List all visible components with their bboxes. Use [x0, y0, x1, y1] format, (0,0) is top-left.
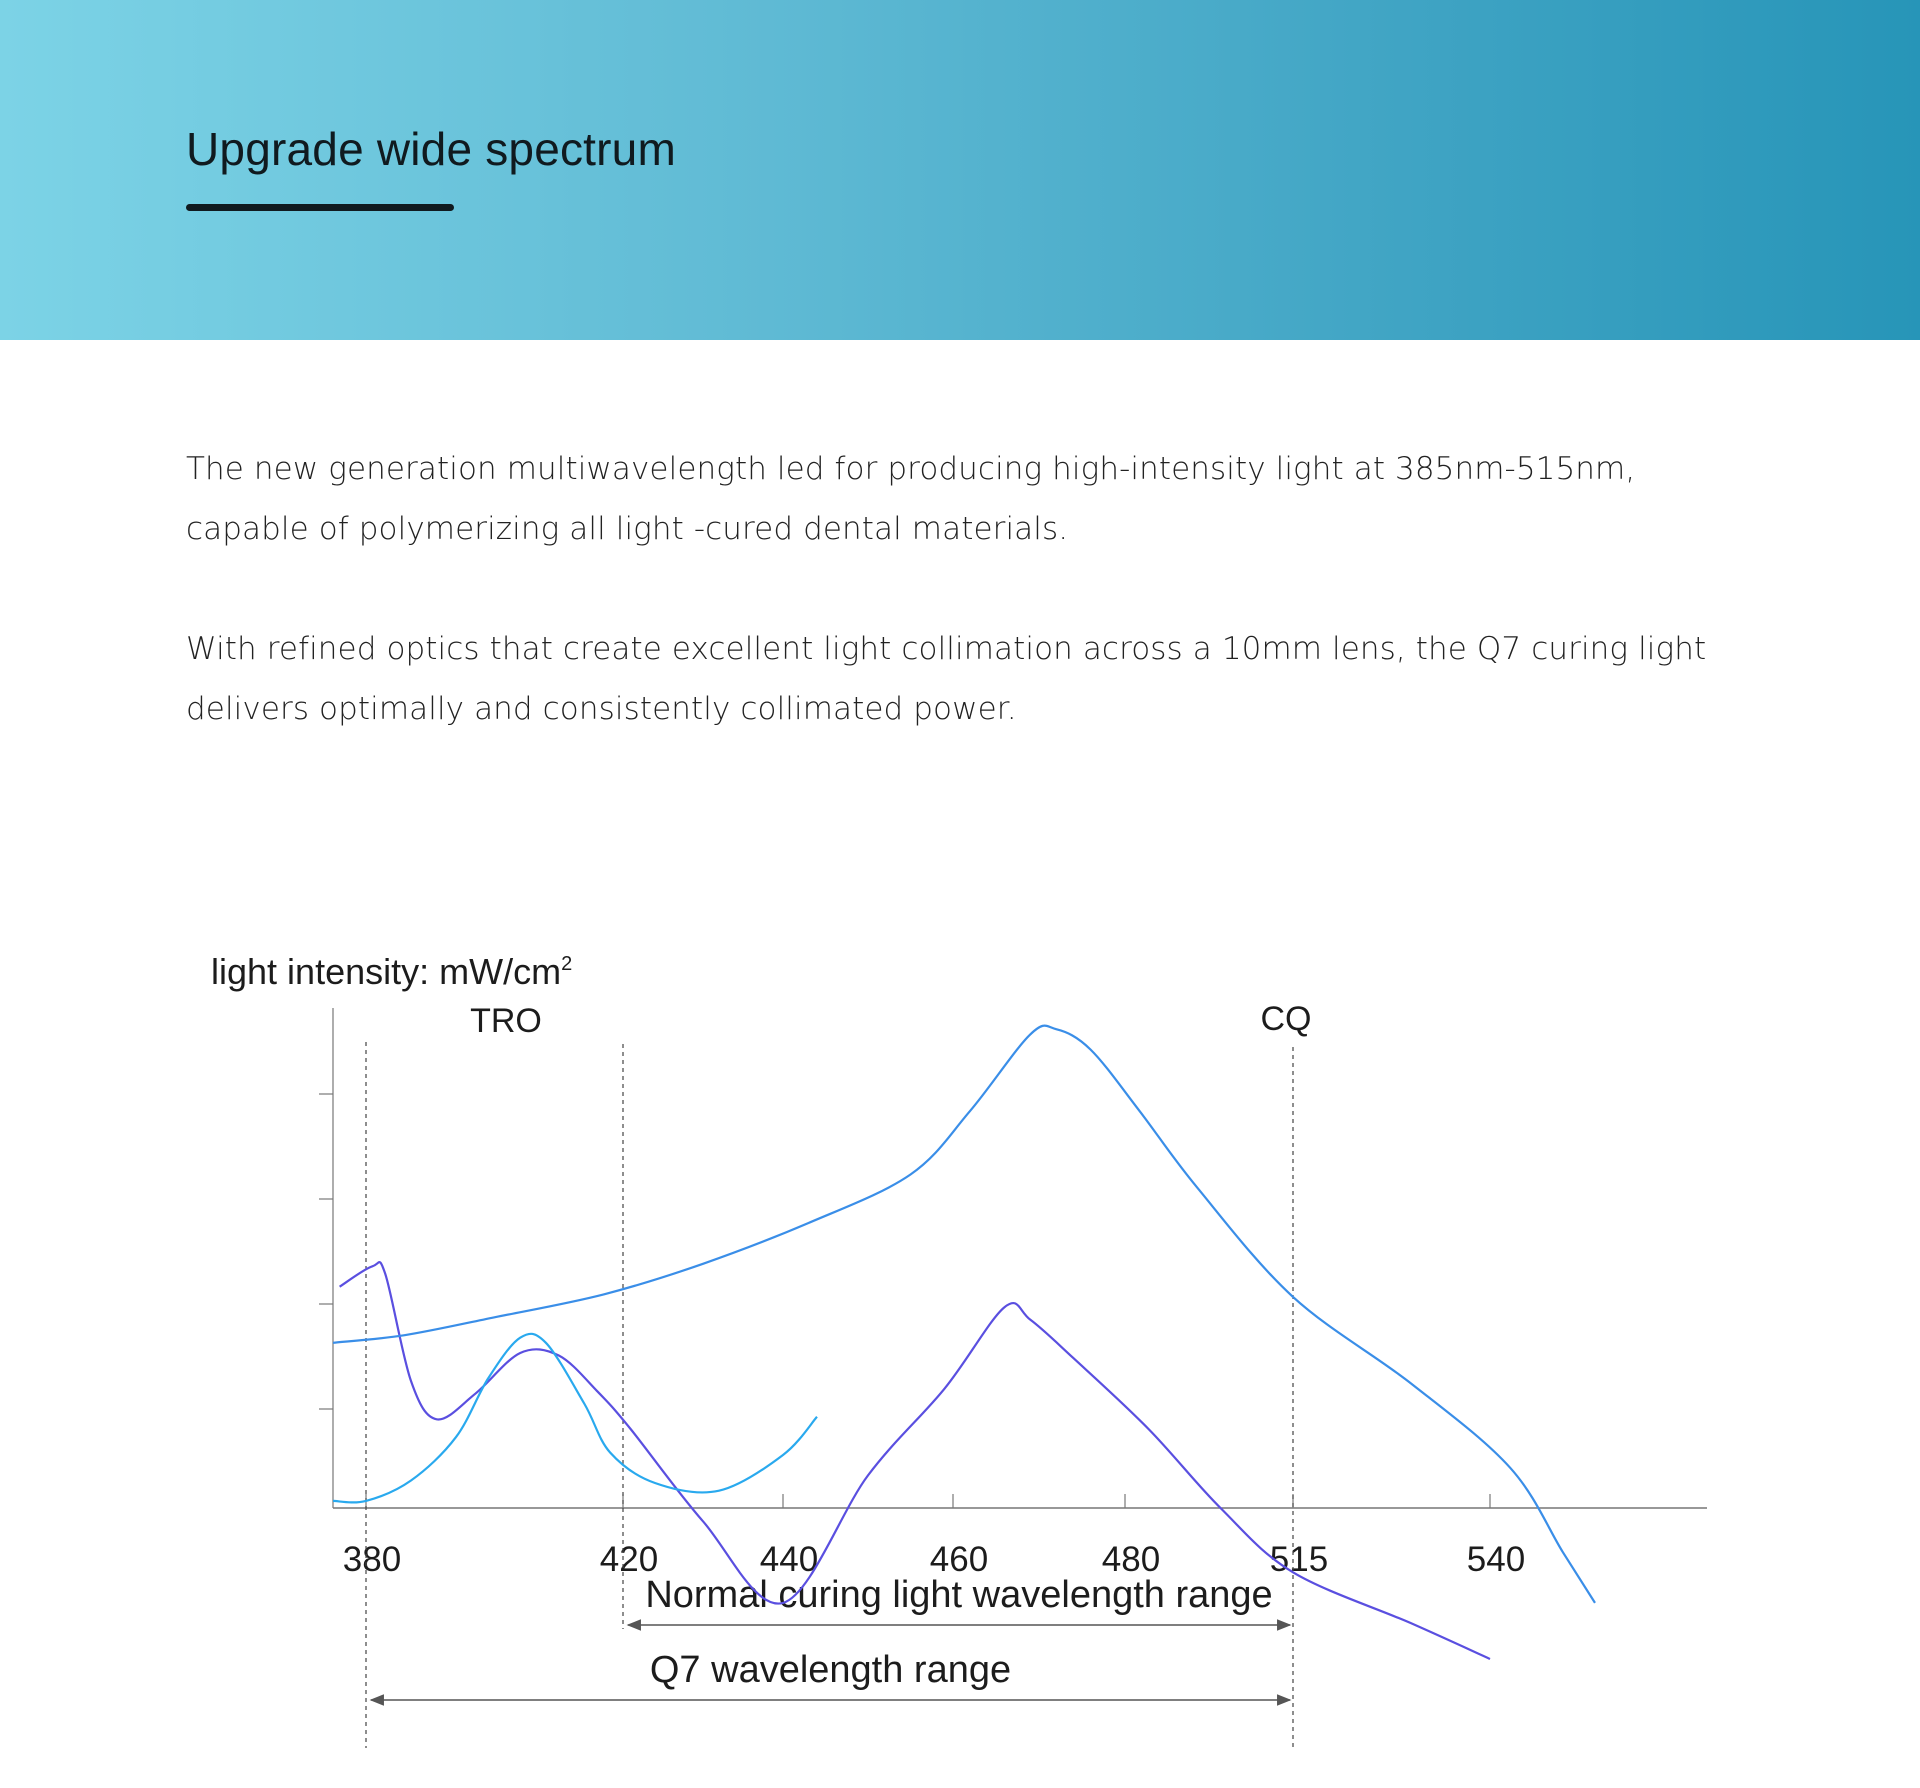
x-tick-label: 480	[1101, 1540, 1161, 1579]
x-tick-label: 540	[1466, 1540, 1526, 1579]
x-tick-label: 380	[342, 1540, 402, 1579]
title-underline	[186, 204, 454, 211]
reference-line-label: CQ	[1260, 1000, 1312, 1038]
x-tick-label: 460	[929, 1540, 989, 1579]
range-label: Q7 wavelength range	[649, 1649, 1012, 1691]
x-tick-label: 440	[759, 1540, 819, 1579]
x-tick-label: 515	[1269, 1540, 1329, 1579]
page-title: Upgrade wide spectrum	[186, 123, 676, 175]
intro-paragraph: The new generation multiwavelength led for producing high-intensity light at 385nm-515nm, capable of polymerizing all light -cured dental materials.	[186, 451, 1636, 547]
range-label: Normal curing light wavelength range	[645, 1574, 1273, 1616]
y-axis-label-superscript: 2	[561, 953, 573, 975]
region-label: TRO	[470, 1002, 542, 1040]
optics-paragraph: With refined optics that create excellent light collimation across a 10mm lens, the Q7 curing light delivers optimally and consistently collimated power.	[186, 631, 1707, 727]
x-tick-label: 420	[599, 1540, 659, 1579]
series-line-2	[333, 1026, 1595, 1603]
header-banner	[0, 0, 1920, 340]
spectrum-chart	[0, 860, 1920, 1760]
y-axis-label: light intensity: $mW/cm^2$	[211, 951, 573, 992]
